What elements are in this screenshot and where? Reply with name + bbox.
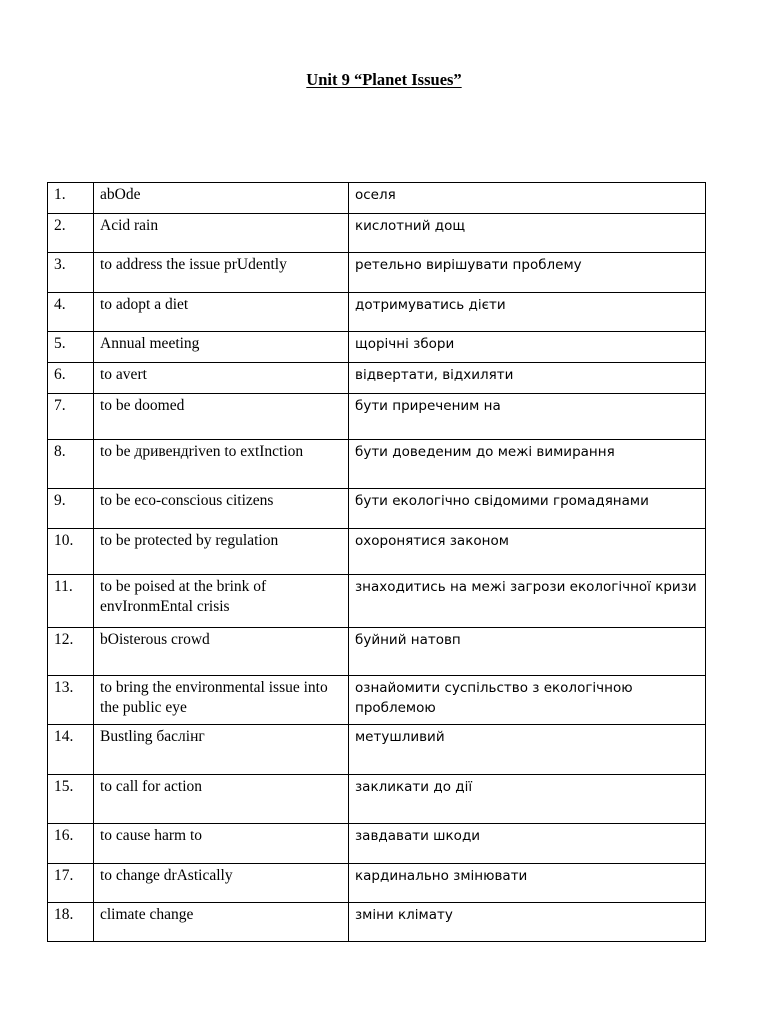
row-number: 16. xyxy=(48,824,94,864)
english-term: to avert xyxy=(94,363,349,394)
english-term: bOisterous crowd xyxy=(94,628,349,676)
ukrainian-translation: буйний натовп xyxy=(349,628,706,676)
ukrainian-translation: кислотний дощ xyxy=(349,214,706,253)
row-number: 11. xyxy=(48,575,94,628)
row-number: 17. xyxy=(48,864,94,903)
table-row xyxy=(48,775,706,824)
row-number: 5. xyxy=(48,332,94,363)
page-title: Unit 9 “Planet Issues” xyxy=(306,70,462,89)
table-row xyxy=(48,293,706,332)
row-number: 4. xyxy=(48,293,94,332)
table-row xyxy=(48,332,706,363)
row-number: 15. xyxy=(48,775,94,824)
row-number: 6. xyxy=(48,363,94,394)
table-row xyxy=(48,214,706,253)
table-row xyxy=(48,824,706,864)
table-row xyxy=(48,676,706,725)
table-row xyxy=(48,183,706,214)
ukrainian-translation: бути екологічно свідомими громадянами xyxy=(349,489,706,529)
row-number: 1. xyxy=(48,183,94,214)
table-row xyxy=(48,725,706,775)
table-row xyxy=(48,489,706,529)
table-row xyxy=(48,363,706,394)
ukrainian-translation: закликати до дії xyxy=(349,775,706,824)
ukrainian-translation: охоронятися законом xyxy=(349,529,706,575)
ukrainian-translation: щорічні збори xyxy=(349,332,706,363)
english-term: Annual meeting xyxy=(94,332,349,363)
ukrainian-translation: метушливий xyxy=(349,725,706,775)
table-row xyxy=(48,529,706,575)
english-term: abOde xyxy=(94,183,349,214)
row-number: 3. xyxy=(48,253,94,293)
row-number: 7. xyxy=(48,394,94,440)
table-row xyxy=(48,440,706,489)
row-number: 12. xyxy=(48,628,94,676)
english-term: to be doomed xyxy=(94,394,349,440)
english-term: to be дривендriven to extInction xyxy=(94,440,349,489)
english-term: to address the issue prUdently xyxy=(94,253,349,293)
english-term: to cause harm to xyxy=(94,824,349,864)
english-term: to bring the environmental issue into the public eye xyxy=(94,676,349,725)
row-number: 13. xyxy=(48,676,94,725)
ukrainian-translation: кардинально змінювати xyxy=(349,864,706,903)
table-row xyxy=(48,864,706,903)
ukrainian-translation: оселя xyxy=(349,183,706,214)
table-row xyxy=(48,628,706,676)
row-number: 2. xyxy=(48,214,94,253)
ukrainian-translation: бути приреченим на xyxy=(349,394,706,440)
english-term: to call for action xyxy=(94,775,349,824)
row-number: 10. xyxy=(48,529,94,575)
row-number: 9. xyxy=(48,489,94,529)
ukrainian-translation: зміни клімату xyxy=(349,903,706,942)
english-term: to be poised at the brink of envIronmEntal crisis xyxy=(94,575,349,628)
table-row xyxy=(48,253,706,293)
english-term: Bustling баслінг xyxy=(94,725,349,775)
table-row xyxy=(48,394,706,440)
table-row xyxy=(48,903,706,942)
ukrainian-translation: знаходитись на межі загрози екологічної кризи xyxy=(349,575,706,628)
ukrainian-translation: дотримуватись дієти xyxy=(349,293,706,332)
ukrainian-translation: ознайомити суспільство з екологічною проблемою xyxy=(349,676,706,725)
table-row xyxy=(48,575,706,628)
english-term: Acid rain xyxy=(94,214,349,253)
english-term: to be protected by regulation xyxy=(94,529,349,575)
english-term: climate change xyxy=(94,903,349,942)
ukrainian-translation: бути доведеним до межі вимирання xyxy=(349,440,706,489)
row-number: 18. xyxy=(48,903,94,942)
row-number: 14. xyxy=(48,725,94,775)
vocabulary-table xyxy=(47,182,706,942)
ukrainian-translation: завдавати шкоди xyxy=(349,824,706,864)
english-term: to adopt a diet xyxy=(94,293,349,332)
ukrainian-translation: відвертати, відхиляти xyxy=(349,363,706,394)
ukrainian-translation: ретельно вирішувати проблему xyxy=(349,253,706,293)
english-term: to change drAstically xyxy=(94,864,349,903)
english-term: to be eco-conscious citizens xyxy=(94,489,349,529)
row-number: 8. xyxy=(48,440,94,489)
